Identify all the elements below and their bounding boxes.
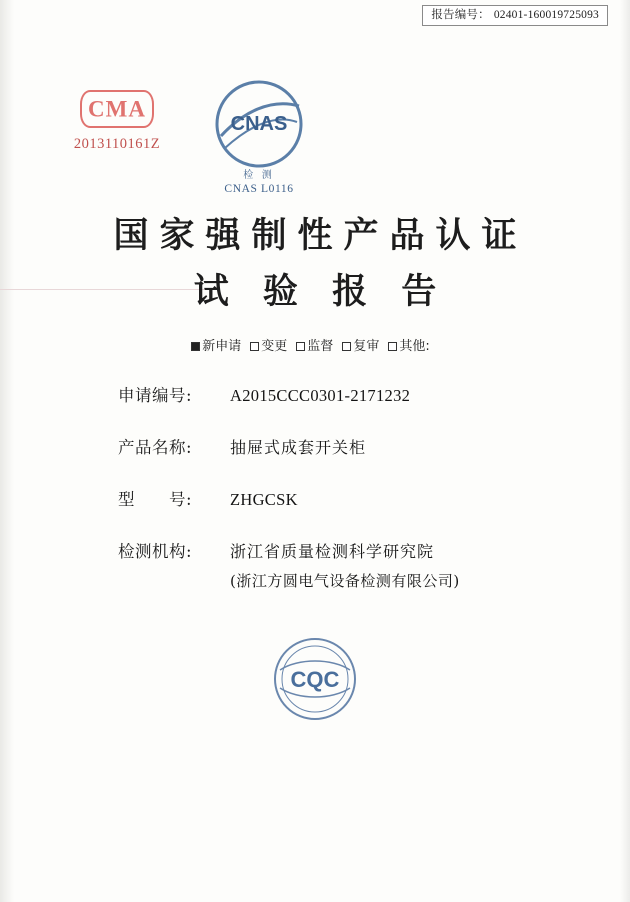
- field-model: [118, 486, 538, 510]
- option-label-2: 监督: [307, 339, 334, 354]
- cnas-mark: [184, 78, 334, 195]
- option-other[interactable]: [388, 339, 429, 354]
- report-fields: [118, 382, 538, 617]
- field-application-number: [118, 382, 538, 406]
- field-value-model: ZHGCSK: [230, 490, 298, 509]
- field-value-application-number: A2015CCC0301-2171232: [230, 386, 411, 405]
- field-label-application-number: 申请编号:: [118, 386, 193, 405]
- field-value-testing-organization-secondary: (浙江方圆电气设备检测有限公司): [230, 572, 460, 590]
- field-value-product-name: 抽屉式成套开关柜: [230, 438, 367, 457]
- cqc-logo-icon: [272, 636, 358, 722]
- option-label-0: 新申请: [202, 339, 242, 354]
- cnas-sub-label: 检 测: [243, 170, 275, 181]
- field-label-product-name: 产品名称:: [118, 438, 193, 457]
- option-change[interactable]: [250, 339, 287, 354]
- title-line-1: 国家强制性产品认证: [113, 215, 528, 256]
- cma-number: 2013110161Z: [73, 136, 161, 152]
- cqc-seal: [0, 636, 630, 722]
- checkbox-icon[interactable]: [296, 342, 305, 351]
- title-line-2: 试 验 报 告: [193, 271, 448, 312]
- page-title: [0, 208, 630, 320]
- cma-mark: [52, 90, 182, 153]
- report-number-value: 02401-160019725093: [493, 9, 599, 21]
- cnas-code: CNAS L0116: [224, 183, 294, 195]
- field-label-testing-organization: 检测机构:: [118, 542, 193, 561]
- accreditation-marks: [44, 78, 344, 195]
- option-label-1: 变更: [261, 339, 288, 354]
- checkbox-icon[interactable]: [191, 342, 200, 351]
- option-label-4: 其他:: [399, 339, 430, 354]
- cma-badge-icon: [80, 90, 154, 128]
- application-type-options: [0, 335, 630, 354]
- option-supervision[interactable]: [296, 339, 333, 354]
- field-product-name: [118, 434, 538, 458]
- svg-text:CNAS: CNAS: [230, 113, 288, 135]
- option-label-3: 复审: [353, 339, 380, 354]
- report-number-label: 报告编号：: [431, 9, 490, 21]
- option-new-application[interactable]: [191, 339, 241, 354]
- field-label-model: 型 号:: [118, 490, 193, 509]
- checkbox-icon[interactable]: [250, 342, 259, 351]
- cma-label: CMA: [88, 96, 146, 122]
- report-number: [422, 5, 608, 26]
- field-testing-organization: [118, 538, 538, 562]
- svg-text:CQC: CQC: [290, 667, 340, 692]
- checkbox-icon[interactable]: [388, 342, 397, 351]
- field-value-testing-organization: 浙江省质量检测科学研究院: [230, 542, 435, 561]
- checkbox-icon[interactable]: [342, 342, 351, 351]
- cnas-logo-icon: [213, 78, 305, 170]
- option-review[interactable]: [342, 339, 379, 354]
